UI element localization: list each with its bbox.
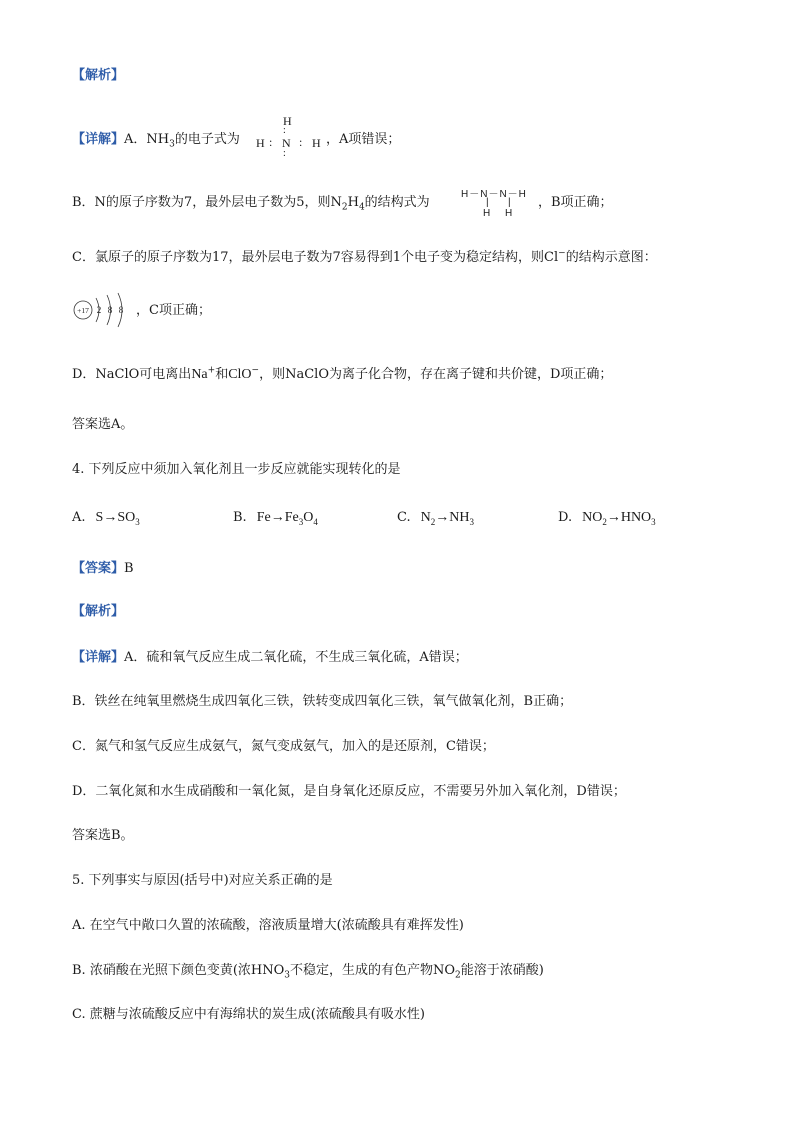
q5-b-sub1: 3 — [284, 970, 290, 981]
q5-stem: 5. 下列事实与原因(括号中)对应关系正确的是 — [72, 873, 333, 888]
sf-h-left: H — [483, 208, 491, 219]
q3-c-after: ，C项正确； — [136, 303, 211, 318]
q4-detail-c: C．氮气和氢气反应生成氨气，氮气变成氨气，加入的是还原剂，C错误； — [72, 739, 495, 754]
q3-d-clo: ClO — [228, 367, 252, 382]
q3-d-na: Na — [191, 367, 208, 382]
detail-tag: 【详解】 — [72, 132, 125, 147]
q4-answer-value: B — [124, 561, 134, 576]
q3-b-mid: H — [347, 195, 359, 210]
sf-h-right: H — [505, 208, 513, 219]
q4-stem: 4. 下列反应中须加入氧化剂且一步反应就能实现转化的是 — [72, 462, 401, 477]
lewis-colon-left: : — [269, 135, 273, 149]
q3-c-sup: − — [558, 248, 566, 259]
q3-a-after: ，A项错误； — [326, 132, 401, 147]
cl-ion-structure-diagram — [72, 292, 134, 328]
q4-option-d — [558, 510, 656, 526]
q5-option-a: A. 在空气中敞口久置的浓硫酸，溶液质量增大(浓硫酸具有难挥发性) — [72, 918, 464, 933]
q5-b-mid: 不稳定，生成的有色产物NO — [290, 963, 456, 978]
q5-b-sub2: 2 — [455, 970, 461, 981]
q4-final-answer: 答案选B。 — [72, 828, 134, 843]
shell-2-count: 8 — [107, 305, 113, 315]
q3-a-pre: A．NH — [124, 132, 170, 147]
q3-b-sub2: 4 — [358, 202, 365, 213]
q4-option-a — [72, 510, 140, 526]
q4-option-c — [397, 510, 474, 526]
analysis-heading: 【解析】 — [72, 68, 125, 83]
shell-3-count: 8 — [118, 305, 124, 315]
lewis-h-left: H — [256, 136, 265, 150]
q4-d-label: D. — [558, 510, 573, 525]
q4-detail-b: B．铁丝在纯氧里燃烧生成四氧化三铁，铁转变成四氧化三铁，氧气做氧化剂，B正确； — [72, 694, 573, 709]
nucleus-label: +17 — [77, 306, 89, 315]
q5-b-post: 能溶于浓硝酸) — [460, 963, 544, 978]
sf-bar-left: | — [486, 197, 489, 208]
q4-d-formula: $NO_2\to HNO_3$ — [582, 510, 656, 527]
q3-a-sub: 3 — [169, 139, 175, 150]
q4-c-formula: $N_2\to NH_3$ — [420, 510, 474, 527]
shell-1-count: 2 — [96, 305, 102, 315]
q4-detail-tag: 【详解】 — [72, 650, 125, 665]
q3-option-d-line — [72, 367, 612, 383]
q3-d-pre: D．NaClO可电离出 — [72, 367, 192, 382]
q3-option-b-line — [72, 195, 430, 211]
answer-tag: 【答案】 — [72, 561, 125, 576]
lewis-h-top: H — [283, 114, 292, 128]
q5-option-b — [72, 963, 544, 979]
q4-c-label: C. — [397, 510, 411, 525]
lewis-dots-bottom: : — [283, 148, 286, 159]
q3-b-after: ，B项正确； — [538, 195, 613, 210]
q3-d-na-sup: + — [207, 365, 216, 376]
q4-a-label: A. — [72, 510, 86, 525]
q5-option-c: C. 蔗糖与浓硫酸反应中有海绵状的炭生成(浓硫酸具有吸水性) — [72, 1007, 425, 1022]
q3-d-and: 和 — [215, 367, 229, 382]
q4-a-formula: $S\to SO_3$ — [95, 510, 140, 527]
q3-b-post: 的结构式为 — [364, 195, 430, 210]
q4-b-label: B. — [233, 510, 247, 525]
q3-option-c-line — [72, 250, 657, 266]
lewis-n: N — [282, 136, 291, 150]
q3-b-pre: B．N的原子序数为7，最外层电子数为5，则N — [72, 195, 342, 210]
q3-b-sub1: 2 — [341, 202, 348, 213]
q3-a-post: 的电子式为 — [174, 132, 240, 147]
lewis-dots-top: : — [283, 125, 286, 136]
sf-top-row: H－N－N－H — [461, 189, 527, 200]
q5-b-pre: B. 浓硝酸在光照下颜色变黄(浓HNO — [72, 963, 285, 978]
q4-analysis-heading: 【解析】 — [72, 604, 125, 619]
q4-answer-line — [72, 561, 134, 577]
q4-detail-a — [72, 650, 468, 666]
q4-detail-d: D．二氧化氮和水生成硝酸和一氧化氮，是自身氧化还原反应，不需要另外加入氧化剂，D错误； — [72, 784, 626, 799]
q4-b-formula: $Fe\to Fe_3O_4$ — [256, 510, 318, 527]
q3-c-post: 的结构示意图： — [565, 250, 657, 265]
q3-d-clo-sup: − — [251, 365, 260, 376]
q4-detail-a-text: A．硫和氧气反应生成二氧化硫，不生成三氧化硫，A错误； — [124, 650, 468, 665]
q3-answer: 答案选A。 — [72, 417, 134, 432]
lewis-colon-right: : — [299, 135, 303, 149]
q3-option-a-line — [72, 132, 240, 148]
q4-option-b — [233, 510, 318, 526]
lewis-h-right: H — [312, 136, 321, 150]
q3-d-post: ，则NaClO为离子化合物，存在离子键和共价键，D项正确； — [259, 367, 613, 382]
sf-bar-right: | — [508, 197, 511, 208]
q3-c-pre: C．氯原子的原子序数为17，最外层电子数为7容易得到1个电子变为稳定结构，则Cl — [72, 250, 559, 265]
